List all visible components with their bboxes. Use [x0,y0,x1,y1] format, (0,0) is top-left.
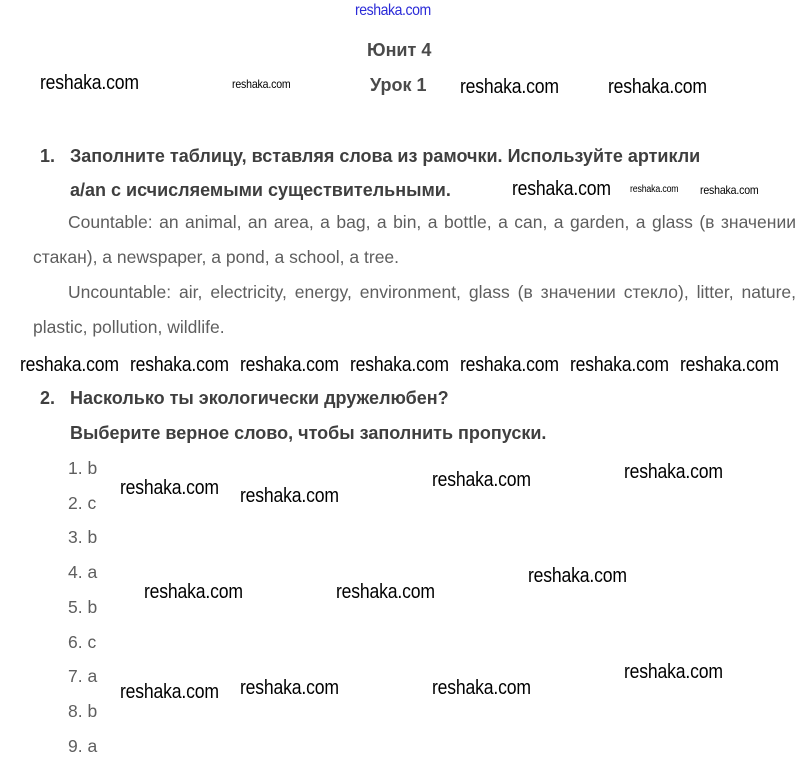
answer-item: 5. b [68,597,98,617]
watermark: reshaka.com [624,461,723,483]
watermark: reshaka.com [144,581,243,603]
watermark: reshaka.com [528,565,627,587]
watermark: reshaka.com [232,77,291,91]
uncountable-list: Uncountable: air, electricity, energy, environment, glass (в значении стекло), litter, nature, plastic, pollution, wildlife. [33,282,796,337]
answer-item: 6. c [68,632,97,652]
watermark: reshaka.com [130,354,229,376]
watermark: reshaka.com [120,681,219,703]
task2-title: Насколько ты экологически дружелюбен? [70,388,449,408]
watermark: reshaka.com [460,76,559,98]
watermark: reshaka.com [432,677,531,699]
unit-title: Юнит 4 [367,40,432,60]
task1-number: 1. [40,146,56,166]
countable-list: Countable: an animal, an area, a bag, a bin, a bottle, a can, a garden, a glass (в значении стакан), a newspaper, a pond, a school, a tree. [33,212,796,267]
watermark: reshaka.com [350,354,449,376]
watermark: reshaka.com [240,354,339,376]
watermark: reshaka.com [570,354,669,376]
task1-title-line2: a/an с исчисляемыми существительными. [70,180,451,200]
answer-item: 9. a [68,736,98,756]
watermark: reshaka.com [120,477,219,499]
watermark: reshaka.com [460,354,559,376]
watermark: reshaka.com [624,661,723,683]
watermark: reshaka.com [240,485,339,507]
watermark: reshaka.com [336,581,435,603]
answer-item: 1. b [68,458,98,478]
task1-title-line1: Заполните таблицу, вставляя слова из рамочки. Используйте артикли [70,146,701,166]
task2-number: 2. [40,388,56,408]
watermark: reshaka.com [432,469,531,491]
answer-item: 3. b [68,527,98,547]
answer-item: 4. a [68,562,98,582]
watermark: reshaka.com [680,354,779,376]
watermark: reshaka.com [608,76,707,98]
watermark: reshaka.com [240,677,339,699]
watermark: reshaka.com [20,354,119,376]
task2-subtitle: Выберите верное слово, чтобы заполнить пропуски. [70,423,547,443]
watermark: reshaka.com [40,72,139,94]
answer-item: 7. a [68,666,98,686]
watermark-top: reshaka.com [355,2,431,19]
answer-item: 2. c [68,493,97,513]
lesson-title: Урок 1 [370,75,427,95]
watermark: reshaka.com [512,178,611,200]
watermark: reshaka.com [700,183,759,197]
watermark: reshaka.com [630,184,679,195]
answer-item: 8. b [68,701,98,721]
